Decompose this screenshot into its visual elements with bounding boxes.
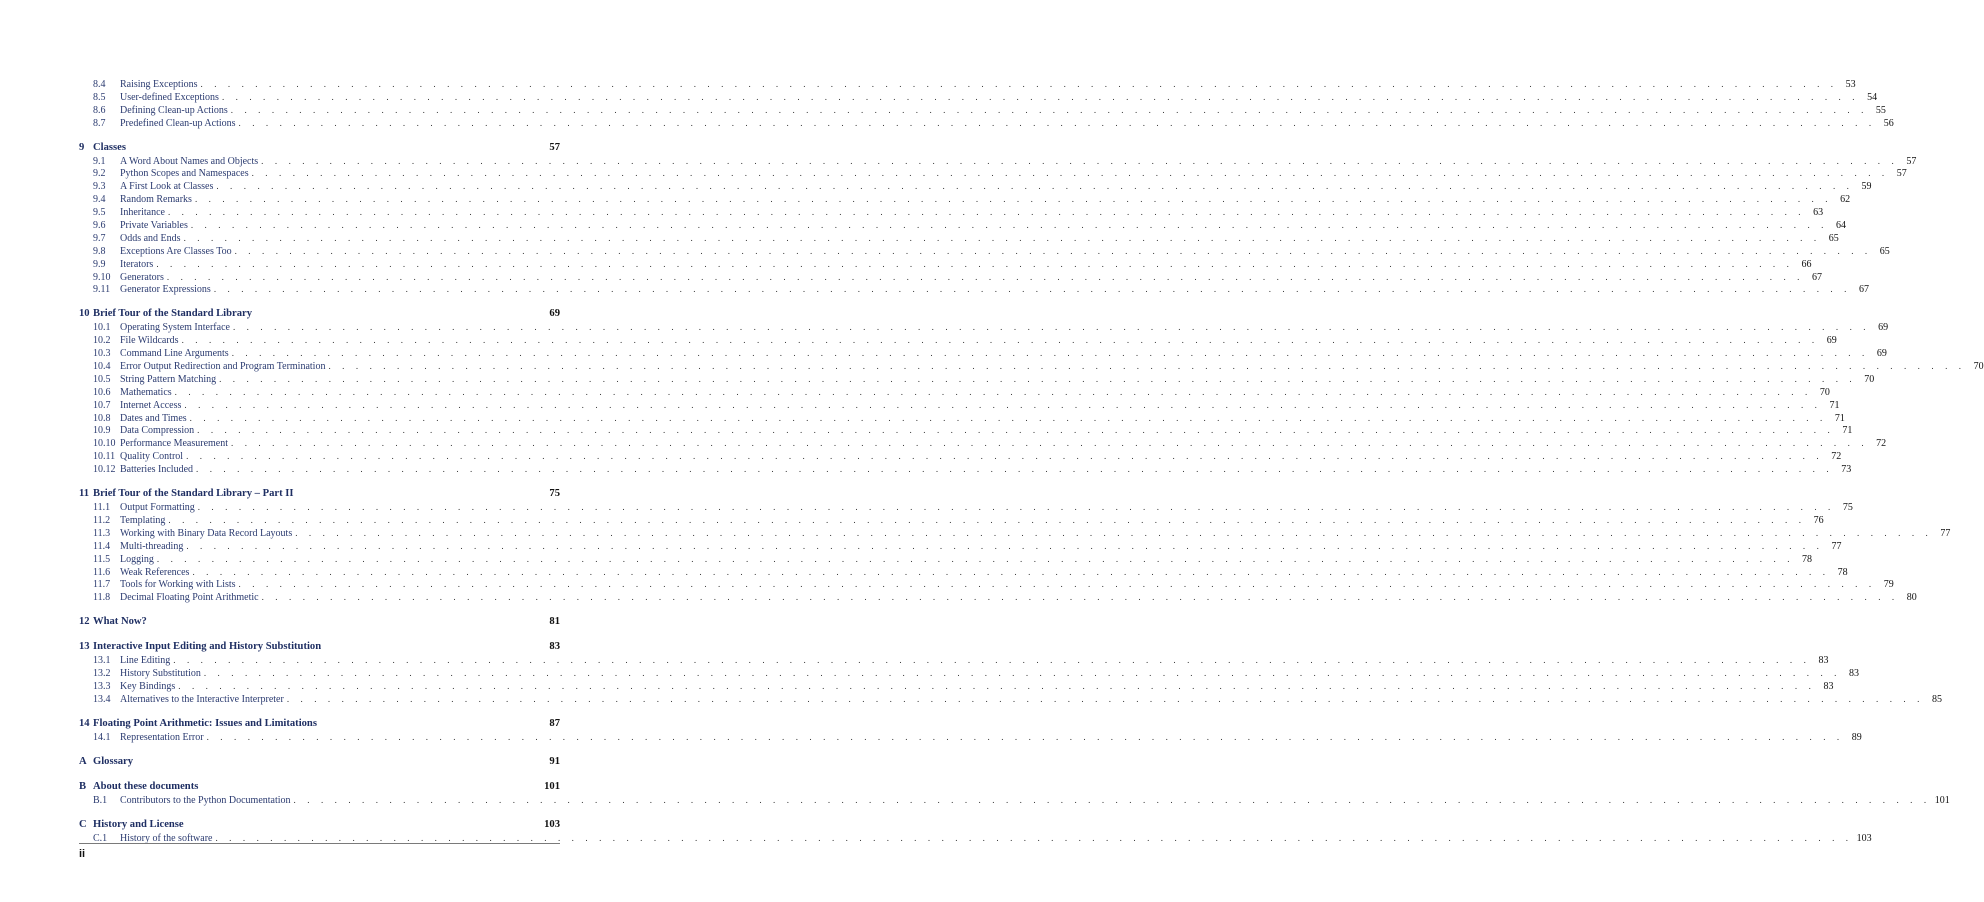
section-number: 10.1 [93, 322, 111, 334]
section-page-number: 55 [1875, 104, 1886, 116]
dot-leader: . . . . . . . . . . . . . . . . . . . . . . . . . . . . . . . . . . . . . . . . . . . . . . . . . . . . . . . . . . . . . . . . . . . . . . . . . . . . . . . . . . . . . . . . . . . . . . . . . . . . . . . . . . . . . . . . . . . . . . . . [181, 335, 1819, 346]
section-page-number: 79 [1883, 579, 1894, 591]
section-page-number: 69 [1876, 348, 1887, 360]
section-title: Python Scopes and Namespaces [120, 168, 249, 180]
chapter-number: B [79, 780, 87, 792]
section-title: Alternatives to the Interactive Interpreter [120, 693, 284, 705]
section-title: Line Editing [120, 655, 171, 667]
dot-leader: . . . . . . . . . . . . . . . . . . . . . . . . . . . . . . . . . . . . . . . . . . . . . . . . . . . . . . . . . . . . . . . . . . . . . . . . . . . . . . . . . . . . . . . . . . . . . . . . . . . . . . . . . . . . . . . . . . . . . . . . [174, 386, 1812, 397]
section-number: 14.1 [93, 731, 111, 743]
toc-entry[interactable] [79, 553, 1813, 566]
section-number: 11.5 [93, 553, 111, 565]
toc-entry[interactable] [79, 334, 1837, 347]
section-title: Error Output Redirection and Program Termination [120, 361, 326, 373]
section-title: Raising Exceptions [120, 79, 198, 90]
section-number: 11.1 [93, 502, 111, 514]
section-number: 8.7 [93, 117, 106, 129]
section-title: Generators [120, 271, 164, 283]
toc-entry[interactable] [79, 117, 1894, 130]
section-page-number: 62 [1840, 194, 1851, 206]
dot-leader: . . . . . . . . . . . . . . . . . . . . . . . . . . . . . . . . . . . . . . . . . . . . . . . . . . . . . . . . . . . . . . . . . . . . . . . . . . . . . . . . . . . . . . . . . . . . . . . . . . . . . . . . . . . . . . . . . . . . . . . . [215, 832, 1853, 843]
chapter-page-number: 101 [544, 780, 560, 792]
section-title: Private Variables [120, 220, 188, 232]
dot-leader: . . . . . . . . . . . . . . . . . . . . . . . . . . . . . . . . . . . . . . . . . . . . . . . . . . . . . . . . . . . . . . . . . . . . . . . . . . . . . . . . . . . . . . . . . . . . . . . . . . . . . . . . . . . . . . . . . . . . . . . . [183, 232, 1821, 243]
dot-leader: . . . . . . . . . . . . . . . . . . . . . . . . . . . . . . . . . . . . . . . . . . . . . . . . . . . . . . . . . . . . . . . . . . . . . . . . . . . . . . . . . . . . . . . . . . . . . . . . . . . . . . . . . . . . . . . . . . . . . . . . [190, 220, 1829, 231]
section-page-number: 78 [1802, 553, 1813, 565]
toc-entry[interactable] [79, 232, 1839, 245]
section-number: 9.8 [93, 245, 106, 257]
chapter-number: 10 [79, 308, 90, 320]
toc-chapter [79, 78, 1894, 130]
chapter-number: 12 [79, 616, 90, 628]
chapter-number: 13 [79, 641, 90, 653]
dot-leader: . . . . . . . . . . . . . . . . . . . . . . . . . . . . . . . . . . . . . . . . . . . . . . . . . . . . . . . . . . . . . . . . . . . . . . . . . . . . . . . . . . . . . . . . . . . . . . . . . . . . . . . . . . . . . . . . . . . . . . . . [173, 655, 1811, 666]
section-number: 13.3 [93, 680, 111, 692]
toc-entry[interactable] [79, 693, 1942, 706]
section-page-number: 103 [1856, 832, 1872, 844]
dot-leader: . . . . . . . . . . . . . . . . . . . . . . . . . . . . . . . . . . . . . . . . . . . . . . . . . . . . . . . . . . . . . . . . . . . . . . . . . . . . . . . . . . . . . . . . . . . . . . . . . . . . . . . . . . . . . . . . . . . . . . . . [213, 284, 1851, 295]
toc-chapter [79, 817, 1872, 845]
section-title: Logging [120, 553, 154, 565]
section-page-number: 71 [1834, 412, 1845, 424]
section-title: History Substitution [120, 668, 201, 680]
section-title: Dates and Times [120, 412, 187, 424]
section-number: 10.8 [93, 412, 111, 424]
section-number: 9.9 [93, 258, 106, 270]
section-page-number: 65 [1879, 245, 1890, 257]
chapter-page-number: 87 [549, 717, 560, 729]
toc-entry[interactable] [79, 463, 1852, 476]
dot-leader: . . . . . . . . . . . . . . . . . . . . . . . . . . . . . . . . . . . . . . . . . . . . . . . . . . . . . . . . . . . . . . . . . . . . . . . . . . . . . . . . . . . . . . . . . . . . . . . . . . . . . . . . . . . . . . . . . . . . . . . . [216, 181, 1854, 192]
section-title: Data Compression [120, 425, 195, 437]
section-page-number: 72 [1831, 451, 1842, 463]
table-of-contents [79, 78, 1984, 854]
section-page-number: 83 [1823, 680, 1834, 692]
section-number: 13.4 [93, 693, 111, 705]
dot-leader: . . . . . . . . . . . . . . . . . . . . . . . . . . . . . . . . . . . . . . . . . . . . . . . . . . . . . . . . . . . . . . . . . . . . . . . . . . . . . . . . . . . . . . . . . . . . . . . . . . . . . . . . . . . . . . . . . . . . . . . . [286, 693, 1924, 704]
chapter-title: Glossary [93, 755, 134, 767]
dot-leader: . . . . . . . . . . . . . . . . . . . . . . . . . . . . . . . . . . . . . . . . . . . . . . . . . . . . . . . . . . . . . . . . . . . . . . . . . . . . . . . . . . . . . . . . . . . . . . . . . . . . . . . . . . . . . . . . . . . . . . . . [261, 592, 1899, 603]
section-number: 8.6 [93, 104, 106, 116]
section-title: Tools for Working with Lists [120, 579, 236, 591]
section-number: 11.6 [93, 566, 111, 578]
section-page-number: 63 [1813, 207, 1824, 219]
section-page-number: 76 [1813, 514, 1824, 526]
section-number: 10.4 [93, 361, 111, 373]
toc-entry[interactable] [79, 794, 1950, 807]
chapter-title: Interactive Input Editing and History Substitution [93, 641, 322, 653]
section-number: 9.1 [93, 155, 106, 167]
toc-entry[interactable] [79, 271, 1823, 284]
toc-entry[interactable] [79, 731, 1862, 744]
toc-entry[interactable] [79, 514, 1824, 527]
section-page-number: 67 [1858, 284, 1869, 296]
chapter-page-number: 57 [549, 141, 560, 153]
chapter-heading[interactable] [79, 716, 560, 731]
section-page-number: 77 [1940, 527, 1951, 539]
section-number: 10.2 [93, 335, 111, 347]
toc-entry[interactable] [79, 321, 1889, 334]
section-title: Representation Error [120, 731, 204, 743]
chapter-title: Brief Tour of the Standard Library [93, 308, 253, 320]
section-page-number: 73 [1841, 464, 1852, 476]
section-number: 10.12 [93, 464, 116, 476]
chapter-page-number: 75 [549, 488, 560, 500]
chapter-heading[interactable] [79, 639, 560, 654]
section-page-number: 80 [1906, 592, 1917, 604]
section-title: Odds and Ends [120, 232, 181, 244]
chapter-number: 9 [79, 141, 85, 153]
section-title: Working with Binary Data Record Layouts [120, 527, 293, 539]
footer-divider [79, 843, 560, 844]
chapter-page-number: 81 [549, 616, 560, 628]
chapter-page-number: 69 [549, 308, 560, 320]
dot-leader: . . . . . . . . . . . . . . . . . . . . . . . . . . . . . . . . . . . . . . . . . . . . . . . . . . . . . . . . . . . . . . . . . . . . . . . . . . . . . . . . . . . . . . . . . . . . . . . . . . . . . . . . . . . . . . . . . . . . . . . . [167, 207, 1806, 218]
toc-entry[interactable] [79, 501, 1853, 514]
section-page-number: 70 [1819, 386, 1830, 398]
section-title: History of the software [120, 832, 213, 844]
chapter-heading[interactable] [79, 614, 560, 629]
section-page-number: 54 [1867, 91, 1878, 103]
toc-entry[interactable] [79, 450, 1842, 463]
toc-chapter [79, 614, 560, 629]
chapter-title: What Now? [93, 616, 147, 628]
section-title: Random Remarks [120, 194, 192, 206]
section-title: User-defined Exceptions [120, 91, 219, 103]
section-title: Internet Access [120, 399, 182, 411]
section-title: Batteries Included [120, 464, 194, 476]
section-page-number: 72 [1876, 438, 1887, 450]
dot-leader: . . . . . . . . . . . . . . . . . . . . . . . . . . . . . . . . . . . . . . . . . . . . . . . . . . . . . . . . . . . . . . . . . . . . . . . . . . . . . . . . . . . . . . . . . . . . . . . . . . . . . . . . . . . . . . . . . . . . . . . . [231, 438, 1869, 449]
chapter-heading[interactable] [79, 140, 560, 155]
dot-leader: . . . . . . . . . . . . . . . . . . . . . . . . . . . . . . . . . . . . . . . . . . . . . . . . . . . . . . . . . . . . . . . . . . . . . . . . . . . . . . . . . . . . . . . . . . . . . . . . . . . . . . . . . . . . . . . . . . . . . . . . [197, 502, 1835, 513]
section-page-number: 83 [1849, 668, 1860, 680]
section-number: 9.6 [93, 220, 106, 232]
section-page-number: 89 [1851, 731, 1862, 743]
chapter-heading[interactable] [79, 306, 560, 321]
toc-entry[interactable] [79, 193, 1851, 206]
section-title: Iterators [120, 258, 154, 270]
toc-entry[interactable] [79, 566, 1848, 579]
section-title: Templating [120, 514, 166, 526]
section-number: 9.7 [93, 232, 106, 244]
toc-entry[interactable] [79, 91, 1878, 104]
toc-entry[interactable] [79, 399, 1840, 412]
section-title: Key Bindings [120, 680, 176, 692]
toc-chapter [79, 754, 560, 769]
toc-entry[interactable] [79, 347, 1887, 360]
section-title: Decimal Floating Point Arithmetic [120, 592, 259, 604]
section-title: Generator Expressions [120, 284, 211, 296]
toc-chapter [79, 639, 1942, 706]
section-number: 10.9 [93, 425, 111, 437]
section-page-number: 71 [1829, 399, 1840, 411]
toc-entry[interactable] [79, 412, 1845, 425]
section-page-number: 78 [1837, 566, 1848, 578]
chapter-heading[interactable] [79, 779, 560, 794]
chapter-page-number: 83 [549, 641, 560, 653]
section-page-number: 66 [1801, 258, 1812, 270]
dot-leader: . . . . . . . . . . . . . . . . . . . . . . . . . . . . . . . . . . . . . . . . . . . . . . . . . . . . . . . . . . . . . . . . . . . . . . . . . . . . . . . . . . . . . . . . . . . . . . . . . . . . . . . . . . . . . . . . . . . . . . . . [230, 104, 1868, 115]
section-title: Contributors to the Python Documentation [120, 794, 291, 806]
section-title: Performance Measurement [120, 438, 229, 450]
section-number: 13.2 [93, 668, 111, 680]
dot-leader: . . . . . . . . . . . . . . . . . . . . . . . . . . . . . . . . . . . . . . . . . . . . . . . . . . . . . . . . . . . . . . . . . . . . . . . . . . . . . . . . . . . . . . . . . . . . . . . . . . . . . . . . . . . . . . . . . . . . . . . . [221, 91, 1860, 102]
section-title: A Word About Names and Objects [120, 155, 259, 167]
toc-entry[interactable] [79, 680, 1834, 693]
section-page-number: 69 [1826, 335, 1837, 347]
section-page-number: 71 [1842, 425, 1853, 437]
section-page-number: 65 [1828, 232, 1839, 244]
dot-leader: . . . . . . . . . . . . . . . . . . . . . . . . . . . . . . . . . . . . . . . . . . . . . . . . . . . . . . . . . . . . . . . . . . . . . . . . . . . . . . . . . . . . . . . . . . . . . . . . . . . . . . . . . . . . . . . . . . . . . . . . [232, 322, 1871, 333]
dot-leader: . . . . . . . . . . . . . . . . . . . . . . . . . . . . . . . . . . . . . . . . . . . . . . . . . . . . . . . . . . . . . . . . . . . . . . . . . . . . . . . . . . . . . . . . . . . . . . . . . . . . . . . . . . . . . . . . . . . . . . . . [184, 399, 1822, 410]
dot-leader: . . . . . . . . . . . . . . . . . . . . . . . . . . . . . . . . . . . . . . . . . . . . . . . . . . . . . . . . . . . . . . . . . . . . . . . . . . . . . . . . . . . . . . . . . . . . . . . . . . . . . . . . . . . . . . . . . . . . . . . . [192, 566, 1830, 577]
section-title: File Wildcards [120, 335, 179, 347]
chapter-number: C [79, 818, 87, 830]
chapter-heading[interactable] [79, 754, 560, 769]
section-number: 10.10 [93, 438, 116, 450]
toc-entry[interactable] [79, 245, 1890, 258]
section-number: 11.8 [93, 592, 111, 604]
chapter-title: Floating Point Arithmetic: Issues and Limitations [93, 717, 317, 729]
toc-entry[interactable] [79, 155, 1917, 168]
dot-leader: . . . . . . . . . . . . . . . . . . . . . . . . . . . . . . . . . . . . . . . . . . . . . . . . . . . . . . . . . . . . . . . . . . . . . . . . . . . . . . . . . . . . . . . . . . . . . . . . . . . . . . . . . . . . . . . . . . . . . . . . [186, 451, 1824, 462]
section-title: A First Look at Classes [120, 181, 214, 193]
toc-entry[interactable] [79, 578, 1894, 591]
dot-leader: . . . . . . . . . . . . . . . . . . . . . . . . . . . . . . . . . . . . . . . . . . . . . . . . . . . . . . . . . . . . . . . . . . . . . . . . . . . . . . . . . . . . . . . . . . . . . . . . . . . . . . . . . . . . . . . . . . . . . . . . [168, 514, 1806, 525]
section-page-number: 101 [1934, 794, 1950, 806]
toc-entry[interactable] [79, 654, 1829, 667]
section-page-number: 69 [1878, 322, 1889, 334]
toc-entry[interactable] [79, 527, 1951, 540]
section-page-number: 56 [1883, 117, 1894, 129]
toc-chapter [79, 140, 1917, 297]
chapter-number: A [79, 755, 87, 767]
dot-leader: . . . . . . . . . . . . . . . . . . . . . . . . . . . . . . . . . . . . . . . . . . . . . . . . . . . . . . . . . . . . . . . . . . . . . . . . . . . . . . . . . . . . . . . . . . . . . . . . . . . . . . . . . . . . . . . . . . . . . . . . [219, 373, 1857, 384]
section-number: 11.4 [93, 540, 111, 552]
toc-entry[interactable] [79, 167, 1907, 180]
toc-entry[interactable] [79, 104, 1886, 117]
section-number: 11.3 [93, 527, 111, 539]
section-number: 11.7 [93, 579, 111, 591]
chapter-heading[interactable] [79, 486, 560, 501]
toc-entry[interactable] [79, 206, 1824, 219]
toc-chapter [79, 486, 1951, 604]
toc-entry[interactable] [79, 258, 1812, 271]
toc-entry[interactable] [79, 373, 1875, 386]
dot-leader: . . . . . . . . . . . . . . . . . . . . . . . . . . . . . . . . . . . . . . . . . . . . . . . . . . . . . . . . . . . . . . . . . . . . . . . . . . . . . . . . . . . . . . . . . . . . . . . . . . . . . . . . . . . . . . . . . . . . . . . . [156, 258, 1794, 269]
dot-leader: . . . . . . . . . . . . . . . . . . . . . . . . . . . . . . . . . . . . . . . . . . . . . . . . . . . . . . . . . . . . . . . . . . . . . . . . . . . . . . . . . . . . . . . . . . . . . . . . . . . . . . . . . . . . . . . . . . . . . . . . [178, 680, 1816, 691]
chapter-title: About these documents [93, 780, 199, 792]
section-number: 9.11 [93, 284, 111, 296]
toc-entry[interactable] [79, 667, 1860, 680]
section-title: Inheritance [120, 207, 165, 219]
section-number: 10.11 [93, 451, 116, 463]
dot-leader: . . . . . . . . . . . . . . . . . . . . . . . . . . . . . . . . . . . . . . . . . . . . . . . . . . . . . . . . . . . . . . . . . . . . . . . . . . . . . . . . . . . . . . . . . . . . . . . . . . . . . . . . . . . . . . . . . . . . . . . . [194, 194, 1833, 205]
section-page-number: 57 [1896, 168, 1907, 180]
dot-leader: . . . . . . . . . . . . . . . . . . . . . . . . . . . . . . . . . . . . . . . . . . . . . . . . . . . . . . . . . . . . . . . . . . . . . . . . . . . . . . . . . . . . . . . . . . . . . . . . . . . . . . . . . . . . . . . . . . . . . . . . [197, 425, 1835, 436]
dot-leader: . . . . . . . . . . . . . . . . . . . . . . . . . . . . . . . . . . . . . . . . . . . . . . . . . . . . . . . . . . . . . . . . . . . . . . . . . . . . . . . . . . . . . . . . . . . . . . . . . . . . . . . . . . . . . . . . . . . . . . . . [203, 668, 1842, 679]
chapter-heading[interactable] [79, 817, 560, 832]
toc-entry[interactable] [79, 424, 1853, 437]
section-page-number: 75 [1842, 502, 1853, 514]
toc-entry[interactable] [79, 180, 1872, 193]
section-number: 9.10 [93, 271, 111, 283]
section-page-number: 59 [1861, 181, 1872, 193]
section-number: 10.6 [93, 386, 111, 398]
section-number: 8.5 [93, 91, 106, 103]
dot-leader: . . . . . . . . . . . . . . . . . . . . . . . . . . . . . . . . . . . . . . . . . . . . . . . . . . . . . . . . . . . . . . . . . . . . . . . . . . . . . . . . . . . . . . . . . . . . . . . . . . . . . . . . . . . . . . . . . . . . . . . . [251, 168, 1889, 179]
section-number: 11.2 [93, 514, 111, 526]
chapter-page-number: 103 [544, 818, 560, 830]
dot-leader: . . . . . . . . . . . . . . . . . . . . . . . . . . . . . . . . . . . . . . . . . . . . . . . . . . . . . . . . . . . . . . . . . . . . . . . . . . . . . . . . . . . . . . . . . . . . . . . . . . . . . . . . . . . . . . . . . . . . . . . . [328, 361, 1966, 372]
toc-entry[interactable] [79, 386, 1830, 399]
section-page-number: 70 [1864, 373, 1875, 385]
page-number: ii [79, 848, 86, 860]
section-number: B.1 [93, 794, 108, 806]
section-title: Predefined Clean-up Actions [120, 117, 236, 129]
dot-leader: . . . . . . . . . . . . . . . . . . . . . . . . . . . . . . . . . . . . . . . . . . . . . . . . . . . . . . . . . . . . . . . . . . . . . . . . . . . . . . . . . . . . . . . . . . . . . . . . . . . . . . . . . . . . . . . . . . . . . . . . [231, 348, 1869, 359]
toc-chapter [79, 716, 1862, 744]
chapter-title: Brief Tour of the Standard Library – Part II [93, 488, 294, 500]
section-title: Defining Clean-up Actions [120, 104, 228, 116]
section-title: String Pattern Matching [120, 373, 217, 385]
dot-leader: . . . . . . . . . . . . . . . . . . . . . . . . . . . . . . . . . . . . . . . . . . . . . . . . . . . . . . . . . . . . . . . . . . . . . . . . . . . . . . . . . . . . . . . . . . . . . . . . . . . . . . . . . . . . . . . . . . . . . . . . [166, 271, 1805, 282]
dot-leader: . . . . . . . . . . . . . . . . . . . . . . . . . . . . . . . . . . . . . . . . . . . . . . . . . . . . . . . . . . . . . . . . . . . . . . . . . . . . . . . . . . . . . . . . . . . . . . . . . . . . . . . . . . . . . . . . . . . . . . . . [295, 527, 1933, 538]
section-page-number: 67 [1812, 271, 1823, 283]
section-title: Exceptions Are Classes Too [120, 245, 232, 257]
section-page-number: 64 [1836, 220, 1847, 232]
section-title: Weak References [120, 566, 190, 578]
section-page-number: 57 [1906, 155, 1917, 167]
section-page-number: 83 [1818, 655, 1829, 667]
section-page-number: 70 [1973, 361, 1984, 373]
section-number: 9.5 [93, 207, 106, 219]
section-title: Command Line Arguments [120, 348, 229, 360]
toc-entry[interactable] [79, 437, 1887, 450]
section-number: 10.5 [93, 373, 111, 385]
dot-leader: . . . . . . . . . . . . . . . . . . . . . . . . . . . . . . . . . . . . . . . . . . . . . . . . . . . . . . . . . . . . . . . . . . . . . . . . . . . . . . . . . . . . . . . . . . . . . . . . . . . . . . . . . . . . . . . . . . . . . . . . [261, 155, 1899, 166]
chapter-page-number: 91 [549, 755, 560, 767]
section-page-number: 77 [1831, 540, 1842, 552]
section-title: Output Formatting [120, 502, 195, 514]
toc-entry[interactable] [79, 591, 1917, 604]
toc-entry[interactable] [79, 219, 1847, 232]
dot-leader: . . . . . . . . . . . . . . . . . . . . . . . . . . . . . . . . . . . . . . . . . . . . . . . . . . . . . . . . . . . . . . . . . . . . . . . . . . . . . . . . . . . . . . . . . . . . . . . . . . . . . . . . . . . . . . . . . . . . . . . . [189, 412, 1827, 423]
dot-leader: . . . . . . . . . . . . . . . . . . . . . . . . . . . . . . . . . . . . . . . . . . . . . . . . . . . . . . . . . . . . . . . . . . . . . . . . . . . . . . . . . . . . . . . . . . . . . . . . . . . . . . . . . . . . . . . . . . . . . . . . [200, 79, 1838, 89]
section-number: 13.1 [93, 655, 111, 667]
toc-chapter [79, 779, 1950, 807]
section-number: 10.7 [93, 399, 111, 411]
chapter-title: History and License [93, 818, 184, 830]
chapter-number: 11 [79, 488, 90, 500]
section-number: 9.2 [93, 168, 106, 180]
section-number: C.1 [93, 832, 108, 844]
toc-entry[interactable] [79, 360, 1984, 373]
toc-entry[interactable] [79, 78, 1856, 91]
section-title: Operating System Interface [120, 322, 230, 334]
chapter-title: Classes [93, 141, 126, 153]
toc-entry[interactable] [79, 283, 1869, 296]
section-page-number: 53 [1845, 79, 1856, 90]
section-number: 9.3 [93, 181, 106, 193]
toc-entry[interactable] [79, 540, 1842, 553]
section-number: 8.4 [93, 79, 106, 90]
section-title: Mathematics [120, 386, 172, 398]
chapter-number: 14 [79, 717, 90, 729]
section-number: 9.4 [93, 194, 106, 206]
dot-leader: . . . . . . . . . . . . . . . . . . . . . . . . . . . . . . . . . . . . . . . . . . . . . . . . . . . . . . . . . . . . . . . . . . . . . . . . . . . . . . . . . . . . . . . . . . . . . . . . . . . . . . . . . . . . . . . . . . . . . . . . [186, 540, 1824, 551]
dot-leader: . . . . . . . . . . . . . . . . . . . . . . . . . . . . . . . . . . . . . . . . . . . . . . . . . . . . . . . . . . . . . . . . . . . . . . . . . . . . . . . . . . . . . . . . . . . . . . . . . . . . . . . . . . . . . . . . . . . . . . . . [238, 579, 1876, 590]
dot-leader: . . . . . . . . . . . . . . . . . . . . . . . . . . . . . . . . . . . . . . . . . . . . . . . . . . . . . . . . . . . . . . . . . . . . . . . . . . . . . . . . . . . . . . . . . . . . . . . . . . . . . . . . . . . . . . . . . . . . . . . . [238, 117, 1876, 128]
section-page-number: 85 [1931, 693, 1942, 705]
section-title: Quality Control [120, 451, 184, 463]
dot-leader: . . . . . . . . . . . . . . . . . . . . . . . . . . . . . . . . . . . . . . . . . . . . . . . . . . . . . . . . . . . . . . . . . . . . . . . . . . . . . . . . . . . . . . . . . . . . . . . . . . . . . . . . . . . . . . . . . . . . . . . . [156, 553, 1795, 564]
dot-leader: . . . . . . . . . . . . . . . . . . . . . . . . . . . . . . . . . . . . . . . . . . . . . . . . . . . . . . . . . . . . . . . . . . . . . . . . . . . . . . . . . . . . . . . . . . . . . . . . . . . . . . . . . . . . . . . . . . . . . . . . [234, 245, 1872, 256]
section-title: Multi-threading [120, 540, 184, 552]
dot-leader: . . . . . . . . . . . . . . . . . . . . . . . . . . . . . . . . . . . . . . . . . . . . . . . . . . . . . . . . . . . . . . . . . . . . . . . . . . . . . . . . . . . . . . . . . . . . . . . . . . . . . . . . . . . . . . . . . . . . . . . . [206, 731, 1844, 742]
section-number: 10.3 [93, 348, 111, 360]
dot-leader: . . . . . . . . . . . . . . . . . . . . . . . . . . . . . . . . . . . . . . . . . . . . . . . . . . . . . . . . . . . . . . . . . . . . . . . . . . . . . . . . . . . . . . . . . . . . . . . . . . . . . . . . . . . . . . . . . . . . . . . . [196, 464, 1834, 475]
toc-chapter [79, 306, 1984, 476]
dot-leader: . . . . . . . . . . . . . . . . . . . . . . . . . . . . . . . . . . . . . . . . . . . . . . . . . . . . . . . . . . . . . . . . . . . . . . . . . . . . . . . . . . . . . . . . . . . . . . . . . . . . . . . . . . . . . . . . . . . . . . . . [293, 794, 1931, 805]
